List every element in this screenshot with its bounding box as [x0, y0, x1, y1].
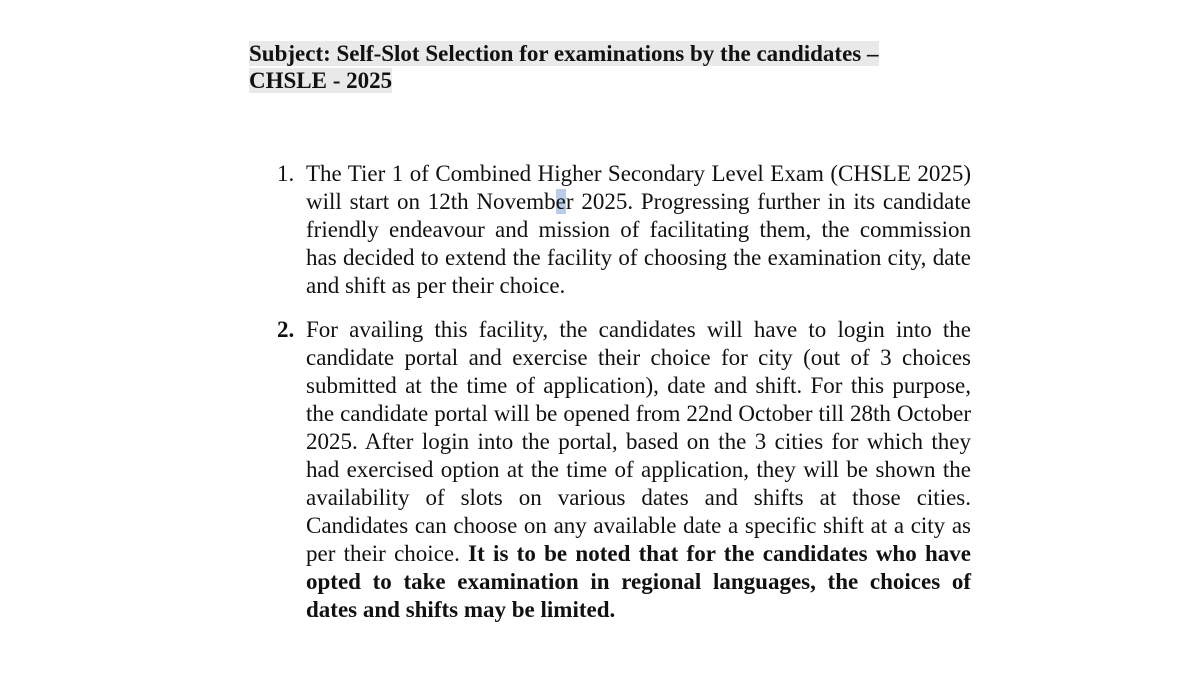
- list-item-text: The Tier 1 of Combined Higher Secondary Level Exam (CHSLE 2025) will start on 12th Novemb: [306, 161, 971, 214]
- list-item-bold-note: It is to be noted that for the candidates who have opted to take examination in regional languages, the choices of dates and shifts may be limited.: [306, 541, 972, 622]
- subject-line-2: CHSLE - 2025: [249, 68, 393, 93]
- subject-heading: [249, 40, 969, 94]
- list-item-number: 1.: [277, 161, 295, 186]
- subject-line-1: Subject: Self-Slot Selection for examinations by the candidates –: [249, 41, 879, 66]
- numbered-list: [277, 160, 971, 640]
- list-item-text-continued: r 2025. Progressing further in its candidate friendly endeavour and mission of facilitating them, the commission has decided to extend the facility of choosing the examination city, date and shift as per their choice.: [306, 189, 971, 298]
- list-item-text: For availing this facility, the candidates will have to login into the candidate portal and exercise their choice for city (out of 3 choices submitted at the time of application), date and shift. For this purpose, the candidate portal will be opened from 22nd October till 28th October 2025. After login into the portal, based on the 3 cities for which they had exercised option at the time of application, they will be shown the availability of slots on various dates and shifts at those cities. Candidates can choose on any available date a specific shift at a city as per their choice.: [306, 317, 971, 566]
- text-selection-highlight[interactable]: e: [555, 189, 566, 214]
- list-item-2: [277, 316, 971, 624]
- list-item-number: 2.: [277, 317, 295, 342]
- list-item-1: [277, 160, 971, 300]
